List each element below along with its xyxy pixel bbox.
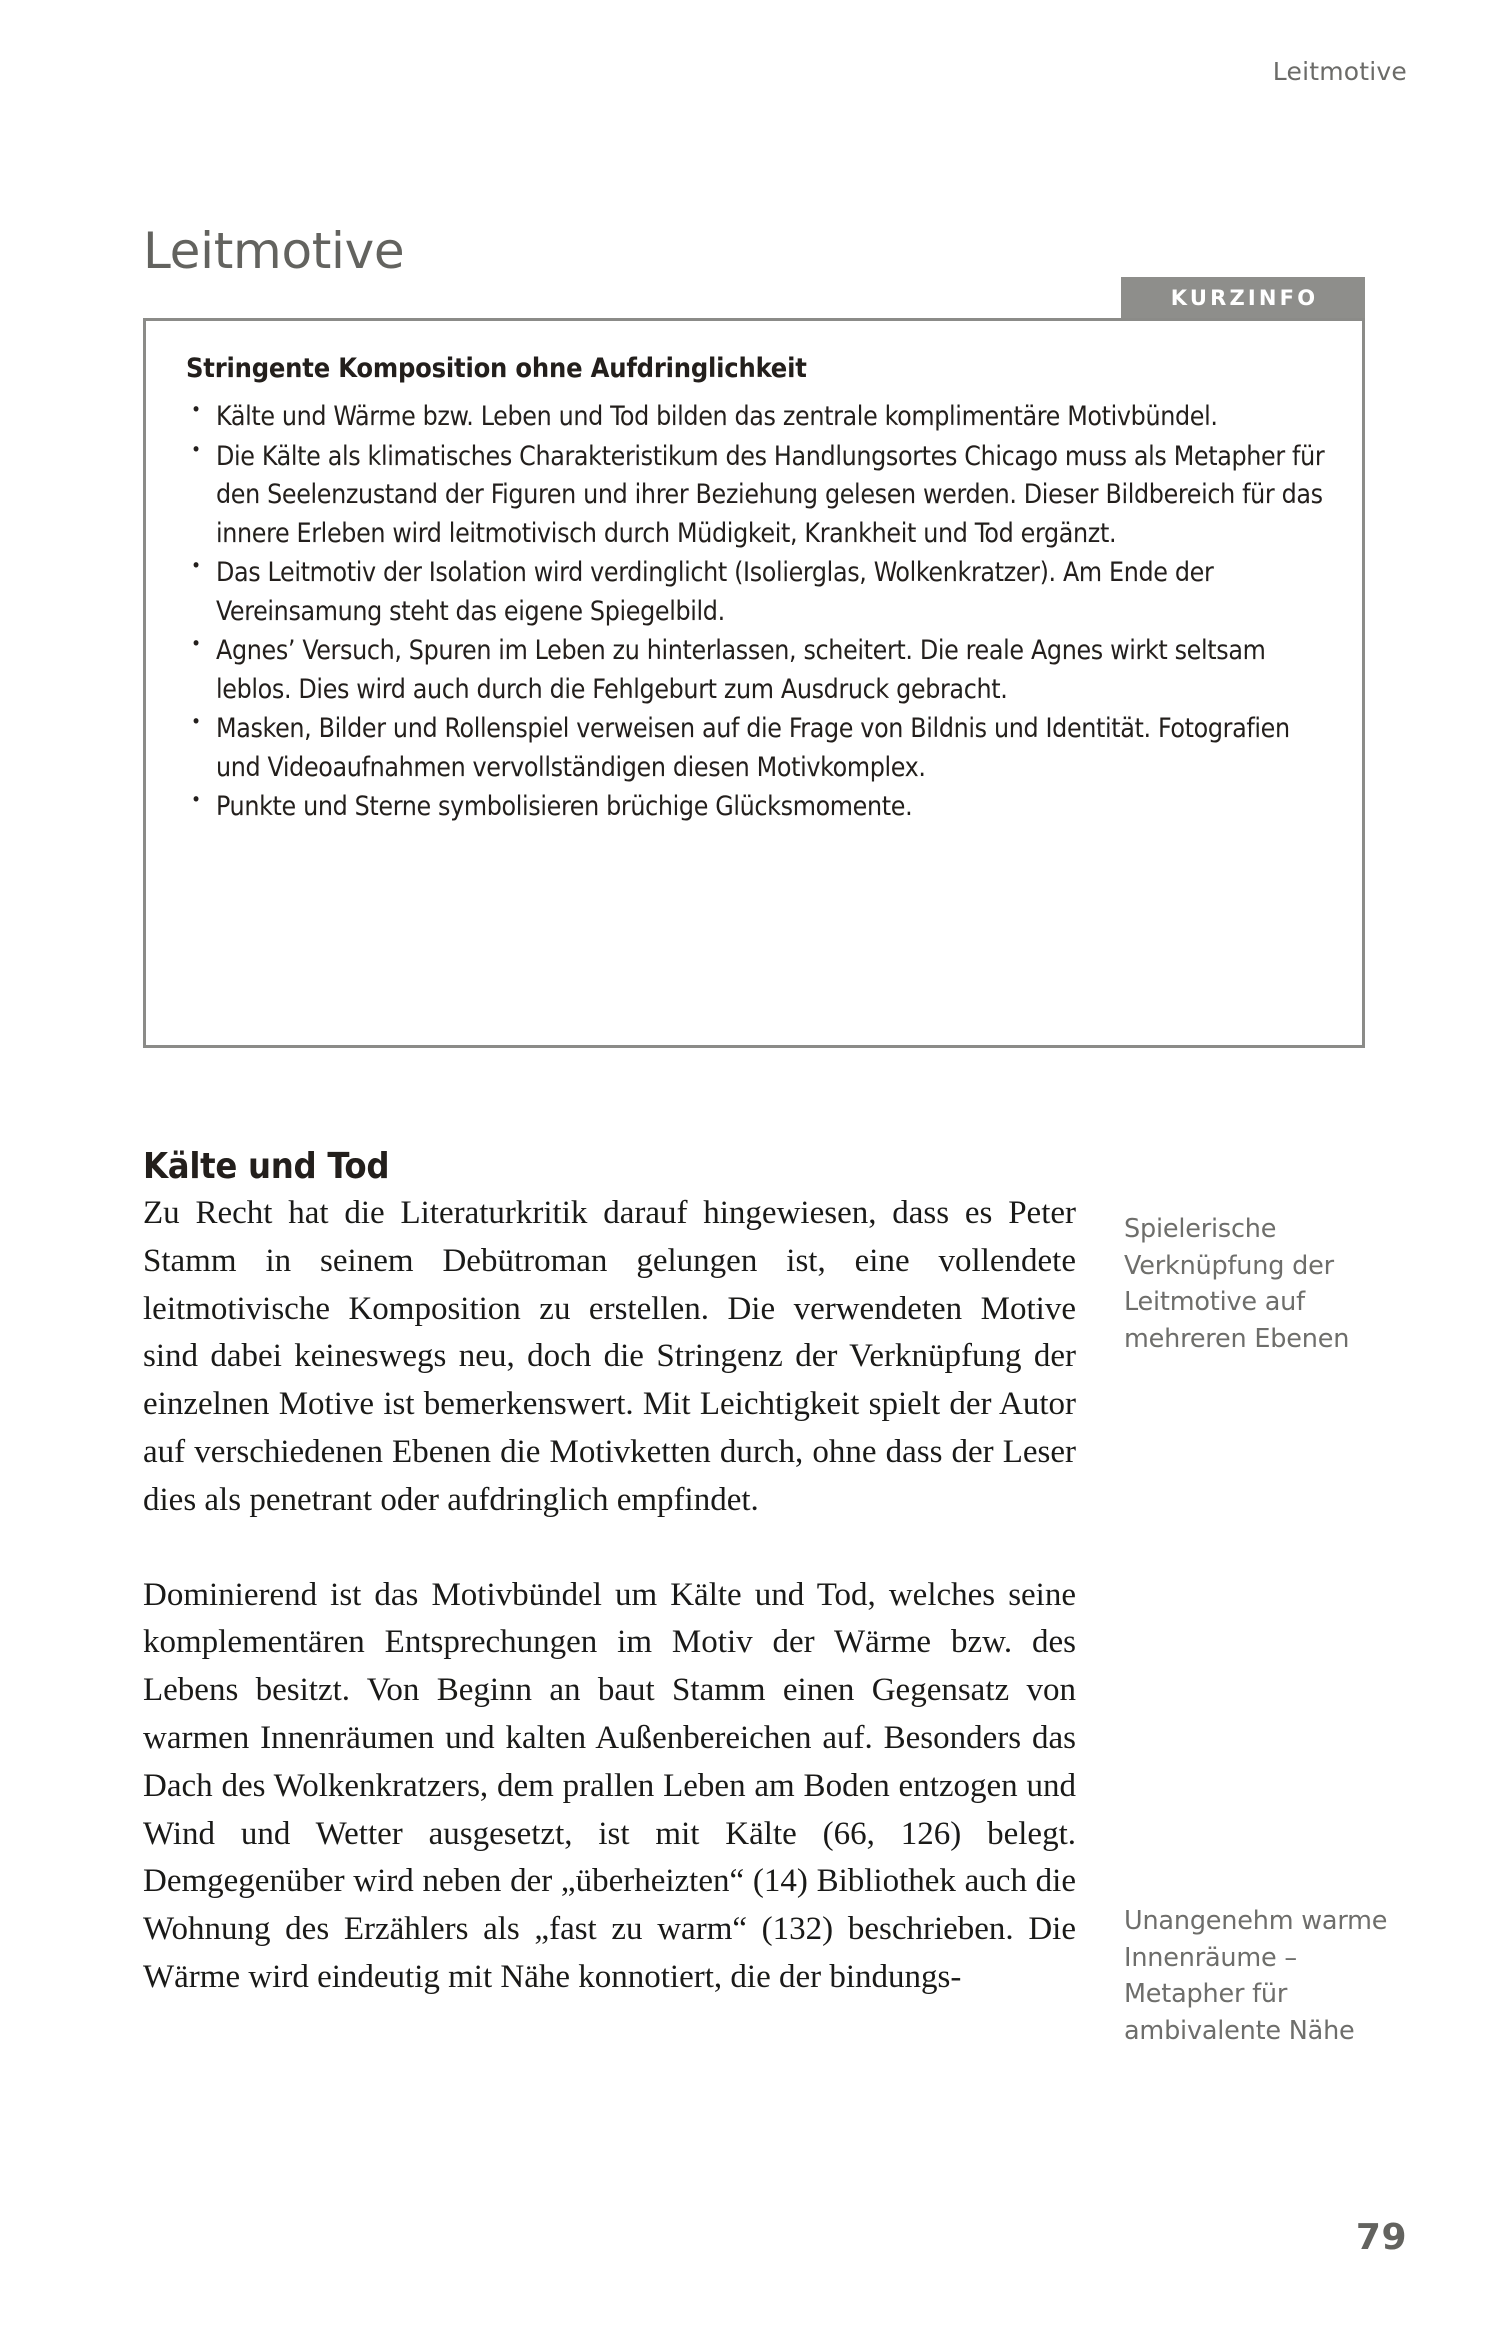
kurzinfo-box	[143, 318, 1365, 1048]
kurzinfo-tab	[1121, 277, 1365, 319]
list-item: • Punkte und Sterne symbolisieren brüchige Glücksmomente.	[186, 788, 1328, 827]
list-item: • Masken, Bilder und Rollenspiel verweisen auf die Frage von Bildnis und Identität. Fotografien und Videoaufnahmen vervollständigen diesen Motivkomplex.	[186, 710, 1328, 787]
list-item: • Kälte und Wärme bzw. Leben und Tod bilden das zentrale komplimentäre Motivbündel.	[186, 398, 1328, 437]
list-item: • Die Kälte als klimatisches Charakteristikum des Handlungsortes Chicago muss als Metapher für den Seelenzustand der Figuren und ihrer Beziehung gelesen werden. Dieser Bildbereich für das innere Erleben wird leitmotivisch durch Müdigkeit, Krankheit und Tod ergänzt.	[186, 438, 1328, 554]
body-text-column	[143, 1190, 1076, 2002]
body-paragraph: Zu Recht hat die Literaturkritik darauf hingewiesen, dass es Peter Stamm in seinem Debütroman gelungen ist, eine vollendete leitmotivische Komposition zu erstellen. Die verwendeten Motive sind dabei keineswegs neu, doch die Stringenz der Verknüpfung der einzelnen Motive ist bemerkenswert. Mit Leichtigkeit spielt der Autor auf verschiedenen Ebenen die Motivketten durch, ohne dass der Leser dies als penetrant oder aufdringlich empfindet.	[143, 1195, 1076, 1518]
kurzinfo-bullet-list	[186, 398, 1328, 827]
body-paragraph: Dominierend ist das Motivbündel um Kälte und Tod, welches seine komplementären Entsprechungen im Motiv der Wärme bzw. des Lebens besitzt. Von Beginn an baut Stamm einen Gegensatz von warmen Innenräumen und kalten Außenbereichen auf. Besonders das Dach des Wolkenkratzers, dem prallen Leben am Boden entzogen und Wind und Wetter ausgesetzt, ist mit Kälte (66, 126) belegt. Demgegenüber wird neben der „überheizten“ (14) Bibliothek auch die Wohnung des Erzählers als „fast zu warm“ (132) beschrieben. Die Wärme wird eindeutig mit Nähe konnotiert, die der bindungs-	[143, 1576, 1076, 1995]
list-item: • Das Leitmotiv der Isolation wird verdinglicht (Isolierglas, Wolkenkratzer). Am Ende der Vereinsamung steht das eigene Spiegelbild.	[186, 554, 1328, 631]
list-item: • Agnes’ Versuch, Spuren im Leben zu hinterlassen, scheitert. Die reale Agnes wirkt seltsam leblos. Dies wird auch durch die Fehlgeburt zum Ausdruck gebracht.	[186, 632, 1328, 709]
kurzinfo-heading: Stringente Komposition ohne Aufdringlichkeit	[186, 353, 807, 384]
page-left-margin-rule	[0, 0, 12, 2342]
section-heading: Kälte und Tod	[143, 1145, 390, 1187]
margin-note: Spielerische Verknüpfung der Leitmotive auf mehreren Ebenen	[1124, 1214, 1350, 1354]
kurzinfo-tab-label: KURZINFO	[1170, 286, 1319, 310]
running-head: Leitmotive	[1272, 57, 1407, 86]
page-number: 79	[1355, 2217, 1407, 2258]
page-title: Leitmotive	[143, 221, 405, 280]
margin-note: Unangenehm warme Innenräume – Metapher für ambivalente Nähe	[1124, 1906, 1388, 2046]
